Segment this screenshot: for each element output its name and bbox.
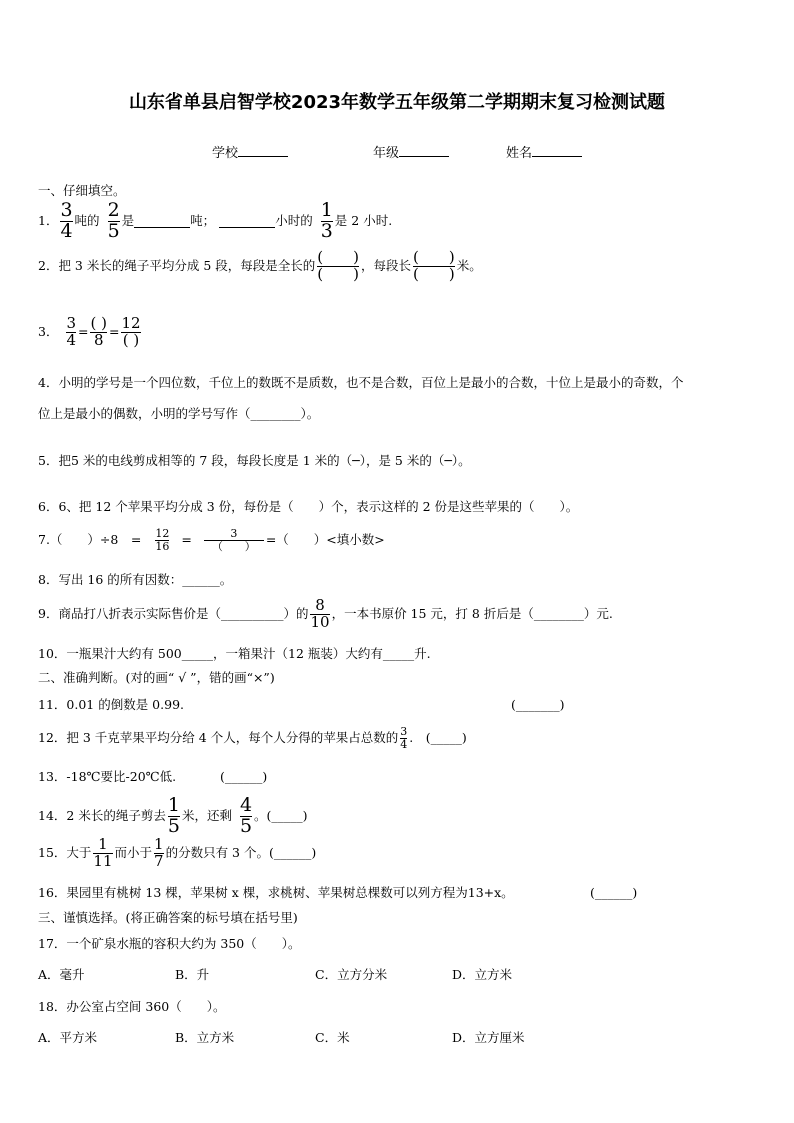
q17-option-a[interactable]: A．毫升 (38, 967, 85, 982)
question-16: 16．果园里有桃树 13 棵，苹果树 x 棵，求桃树、苹果树总棵数可以列方程为13+x。 (38, 885, 514, 900)
q2-text-c: 米。 (456, 258, 482, 274)
q3-fraction-3[interactable]: $\frac{12}{( )}$ (121, 314, 141, 349)
q2-text-b: ，每段长 (360, 258, 411, 274)
q1-blank-2[interactable] (219, 215, 275, 228)
name-label: 姓名 (506, 146, 533, 161)
grade-field (373, 142, 449, 161)
q18-option-c[interactable]: C．米 (315, 1030, 350, 1045)
q2-text-a: 把 3 米长的绳子平均分成 5 段，每段是全长的 (58, 258, 316, 274)
question-6: 6．6、把 12 个苹果平均分成 3 份，每份是（ ）个，表示这样的 2 份是这些苹果的（ ）。 (38, 499, 579, 514)
question-7 (38, 528, 385, 552)
q12-text-b: . (_____) (409, 730, 467, 746)
q1-text-a: 吨的 (74, 213, 100, 229)
q2-blank-fraction-2[interactable]: $\frac{( )}{( )}$ (413, 248, 455, 283)
q1-text-b: 是 (121, 213, 135, 229)
q1-fraction-2: $\frac{2}{5}$ (107, 199, 120, 242)
name-field (506, 142, 582, 161)
question-2 (38, 250, 482, 283)
q7-fraction-1: $\frac{12}{16}$ (155, 527, 170, 553)
q3-fraction-1: $\frac{3}{4}$ (66, 314, 76, 349)
q1-fraction-1: $\frac{3}{4}$ (60, 199, 73, 242)
question-3 (38, 316, 143, 349)
q7-text-a: 7.（ ）÷8 = (38, 532, 142, 548)
q15-text-a: 15．大于 (38, 845, 92, 861)
question-8: 8．写出 16 的所有因数：______。 (38, 572, 233, 587)
question-4-line-1: 4．小明的学号是一个四位数，千位上的数既不是质数，也不是合数，百位上是最小的合数，十位上是最小的奇数，个 (38, 375, 684, 390)
question-9 (38, 598, 613, 631)
question-12 (38, 726, 467, 750)
q1-text-e: 是 2 小时. (334, 213, 393, 229)
school-field (212, 142, 288, 161)
question-10: 10．一瓶果汁大约有 500_____，一箱果汁（12 瓶装）大约有_____升. (38, 646, 431, 661)
q14-text-c: 。(_____) (254, 808, 308, 824)
question-15 (38, 837, 316, 870)
q14-text-a: 14．2 米长的绳子剪去 (38, 808, 166, 824)
question-4-line-2: 位上是最小的偶数，小明的学号写作（________）。 (38, 406, 320, 421)
q18-option-b[interactable]: B．立方米 (175, 1030, 235, 1045)
q18-option-a[interactable]: A．平方米 (38, 1030, 98, 1045)
section-3-heading: 三、谨慎选择。(将正确答案的标号填在括号里) (38, 910, 298, 925)
q16-answer-bracket[interactable]: (______) (590, 885, 638, 900)
question-1 (38, 201, 392, 242)
q14-fraction-2: $\frac{4}{5}$ (239, 794, 253, 837)
q2-number: 2． (38, 258, 59, 274)
q7-equals: = (181, 532, 192, 548)
question-5: 5．把5 米的电线剪成相等的 7 段，每段长度是 1 米的（─），是 5 米的（─）。 (38, 453, 471, 468)
question-17: 17．一个矿泉水瓶的容积大约为 350（ ）。 (38, 936, 301, 951)
section-2-heading: 二、准确判断。(对的画“ √ ”，错的画“×”) (38, 670, 275, 685)
q1-blank-1[interactable] (134, 215, 190, 228)
q17-option-b[interactable]: B．升 (175, 967, 210, 982)
q3-equals-1: = (78, 324, 89, 340)
q7-text-c: =（ ）<填小数> (265, 532, 385, 548)
q9-text-b: ，一本书原价 15 元，打 8 折后是（________）元. (331, 606, 613, 622)
q15-text-c: 的分数只有 3 个。(______) (165, 845, 317, 861)
q3-fraction-2[interactable]: $\frac{( )}{8}$ (90, 314, 107, 349)
q15-fraction-2: $\frac{1}{7}$ (154, 835, 164, 870)
question-11: 11．0.01 的倒数是 0.99. (38, 697, 184, 712)
q15-fraction-1: $\frac{1}{11}$ (93, 835, 113, 870)
q12-fraction: $\frac{3}{4}$ (400, 725, 408, 751)
q2-blank-fraction-1[interactable]: $\frac{( )}{( )}$ (317, 248, 359, 283)
q9-fraction: $\frac{8}{10}$ (310, 596, 330, 631)
q15-text-b: 而小于 (114, 845, 153, 861)
q17-option-c[interactable]: C．立方分米 (315, 967, 388, 982)
q14-fraction-1: $\frac{1}{5}$ (167, 794, 180, 837)
q18-option-d[interactable]: D．立方厘米 (452, 1030, 525, 1045)
q17-option-d[interactable]: D．立方米 (452, 967, 513, 982)
question-14 (38, 796, 308, 837)
q1-fraction-3: $\frac{1}{3}$ (320, 199, 333, 242)
grade-label: 年级 (373, 146, 400, 161)
q12-text-a: 12．把 3 千克苹果平均分给 4 个人，每个人分得的苹果占总数的 (38, 730, 399, 746)
q3-equals-2: = (108, 324, 120, 340)
q1-number: 1． (38, 213, 59, 229)
q1-text-d: 小时的 (275, 213, 313, 229)
q13-answer-bracket[interactable]: (______) (220, 769, 268, 784)
question-18: 18．办公室占空间 360（ ）。 (38, 999, 226, 1014)
q14-text-b: 米，还剩 (181, 808, 232, 824)
q3-number: 3． (38, 324, 59, 340)
q9-text-a: 9．商品打八折表示实际售价是（__________）的 (38, 606, 309, 622)
q11-answer-bracket[interactable]: (_______) (511, 697, 565, 712)
section-1-heading: 一、仔细填空。 (38, 183, 126, 198)
q1-text-c: 吨； (190, 213, 216, 229)
school-label: 学校 (212, 146, 239, 161)
page-title: 山东省单县启智学校2023年数学五年级第二学期期末复习检测试题 (128, 92, 666, 113)
question-13: 13．-18℃要比-20℃低. (38, 769, 177, 784)
q7-fraction-2[interactable]: $\frac{3}{( )}$ (204, 528, 264, 552)
